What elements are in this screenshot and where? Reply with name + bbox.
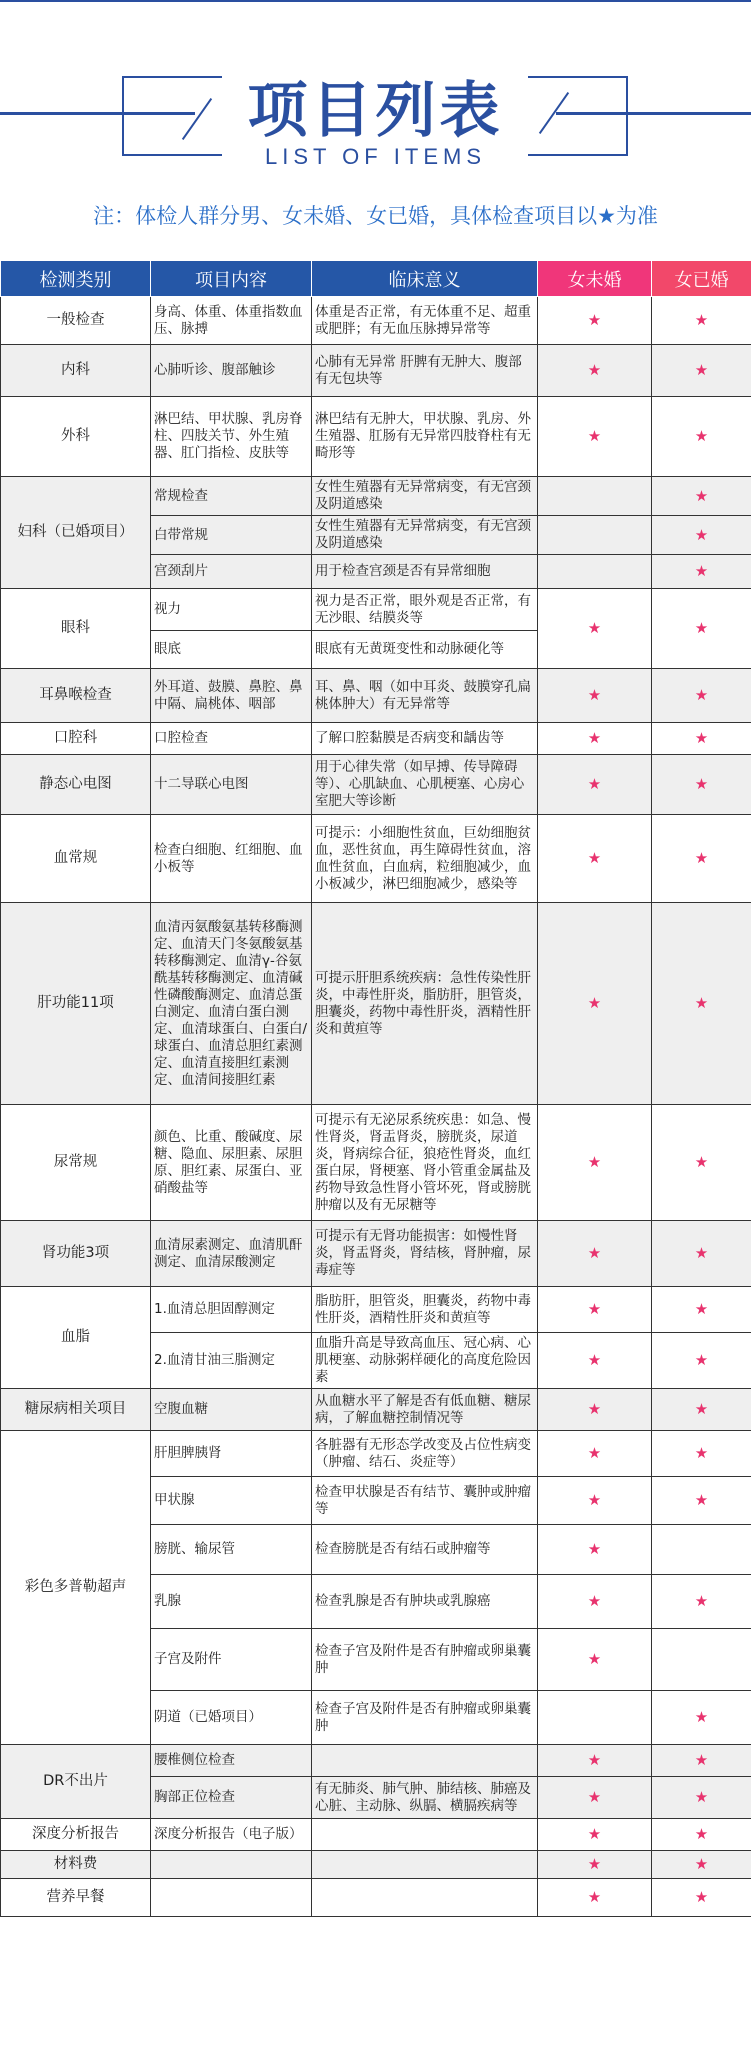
page-title: 项目列表 xyxy=(247,76,504,146)
cell-meaning xyxy=(312,1745,538,1777)
cell-item xyxy=(151,1851,312,1879)
cell-item: 血清丙氨酸氨基转移酶测定、血清天门冬氨酸氨基转移酶测定、血清γ-谷氨酰基转移酶测定、血清碱性磷酸酶测定、血清总蛋白测定、血清白蛋白测定、血清球蛋白、白蛋白/球蛋白、血清总胆红素测定、血清直接胆红素测定、血清间接胆红素 xyxy=(151,903,312,1105)
star-icon: ★ xyxy=(694,1300,709,1318)
star-icon: ★ xyxy=(587,427,602,445)
cell-meaning: 淋巴结有无肿大，甲状腺、乳房、外生殖器、肛肠有无异常四肢脊柱有无畸形等 xyxy=(312,397,538,477)
table-row xyxy=(1,1389,751,1431)
cell-item: 腰椎侧位检查 xyxy=(151,1745,312,1777)
table-row xyxy=(1,397,751,477)
col-header-unmarried: 女未婚 xyxy=(538,261,652,297)
star-icon: ★ xyxy=(587,729,602,747)
table-row xyxy=(1,1745,751,1777)
cell-category: 深度分析报告 xyxy=(1,1819,151,1851)
cell-married-mark xyxy=(652,1525,751,1575)
table-header-row xyxy=(1,261,751,297)
star-icon: ★ xyxy=(694,1444,709,1462)
cell-unmarried-mark xyxy=(538,345,652,397)
cell-item xyxy=(151,1879,312,1917)
cell-category: 血脂 xyxy=(1,1287,151,1389)
cell-unmarried-mark xyxy=(538,555,652,589)
cell-married-mark xyxy=(652,297,751,345)
cell-item: 血清尿素测定、血清肌酐测定、血清尿酸测定 xyxy=(151,1221,312,1287)
star-icon: ★ xyxy=(694,311,709,329)
cell-unmarried-mark xyxy=(538,1105,652,1221)
star-icon: ★ xyxy=(587,311,602,329)
cell-category: 外科 xyxy=(1,397,151,477)
star-icon: ★ xyxy=(694,486,709,505)
star-icon: ★ xyxy=(587,1788,602,1806)
cell-meaning: 检查膀胱是否有结石或肿瘤等 xyxy=(312,1525,538,1575)
cell-item: 常规检查 xyxy=(151,477,312,516)
star-icon: ★ xyxy=(587,849,602,867)
table-row xyxy=(1,589,751,631)
star-icon: ★ xyxy=(694,1751,709,1769)
cell-category: 糖尿病相关项目 xyxy=(1,1389,151,1431)
cell-meaning xyxy=(312,1851,538,1879)
cell-meaning xyxy=(312,1879,538,1917)
cell-item: 淋巴结、甲状腺、乳房脊柱、四肢关节、外生殖器、肛门指检、皮肤等 xyxy=(151,397,312,477)
star-icon: ★ xyxy=(694,427,709,445)
table-row xyxy=(1,477,751,516)
cell-unmarried-mark xyxy=(538,1575,652,1629)
cell-meaning: 视力是否正常，眼外观是否正常，有无沙眼、结膜炎等 xyxy=(312,589,538,631)
star-icon: ★ xyxy=(694,1855,709,1873)
cell-unmarried-mark xyxy=(538,1477,652,1525)
cell-meaning xyxy=(312,1819,538,1851)
cell-meaning: 女性生殖器有无异常病变，有无宫颈及阴道感染 xyxy=(312,516,538,555)
cell-unmarried-mark xyxy=(538,1691,652,1745)
star-icon: ★ xyxy=(587,1153,602,1171)
cell-unmarried-mark xyxy=(538,477,652,516)
cell-married-mark xyxy=(652,1819,751,1851)
cell-item: 乳腺 xyxy=(151,1575,312,1629)
cell-unmarried-mark xyxy=(538,1851,652,1879)
star-icon: ★ xyxy=(694,1825,709,1843)
cell-item: 心肺听诊、腹部触诊 xyxy=(151,345,312,397)
table-row xyxy=(1,1879,751,1917)
cell-item: 1.血清总胆固醇测定 xyxy=(151,1287,312,1333)
cell-married-mark xyxy=(652,1851,751,1879)
cell-married-mark xyxy=(652,1629,751,1691)
star-icon: ★ xyxy=(587,1592,602,1610)
cell-item: 外耳道、鼓膜、鼻腔、鼻中隔、扁桃体、咽部 xyxy=(151,669,312,723)
cell-unmarried-mark xyxy=(538,1777,652,1819)
cell-unmarried-mark xyxy=(538,669,652,723)
cell-unmarried-mark xyxy=(538,1287,652,1333)
cell-married-mark xyxy=(652,1221,751,1287)
cell-married-mark xyxy=(652,815,751,903)
table-row xyxy=(1,297,751,345)
star-icon: ★ xyxy=(587,1444,602,1462)
table-row xyxy=(1,723,751,755)
table-row xyxy=(1,1819,751,1851)
cell-married-mark xyxy=(652,755,751,815)
cell-married-mark xyxy=(652,1575,751,1629)
cell-married-mark xyxy=(652,903,751,1105)
cell-meaning: 从血糖水平了解是否有低血糖、糖尿病，了解血糖控制情况等 xyxy=(312,1389,538,1431)
cell-item: 膀胱、输尿管 xyxy=(151,1525,312,1575)
cell-married-mark xyxy=(652,1745,751,1777)
cell-item: 口腔检查 xyxy=(151,723,312,755)
star-icon: ★ xyxy=(587,1825,602,1843)
cell-meaning: 了解口腔黏膜是否病变和龋齿等 xyxy=(312,723,538,755)
star-icon: ★ xyxy=(587,619,602,637)
table-row xyxy=(1,345,751,397)
cell-category: 一般检查 xyxy=(1,297,151,345)
note-text: 注：体检人群分男、女未婚、女已婚，具体检查项目以★为准 xyxy=(93,204,658,228)
cell-unmarried-mark xyxy=(538,723,652,755)
cell-item: 2.血清甘油三脂测定 xyxy=(151,1333,312,1389)
cell-meaning: 检查子宫及附件是否有肿瘤或卵巢囊肿 xyxy=(312,1629,538,1691)
cell-meaning: 可提示：小细胞性贫血，巨幼细胞贫血，恶性贫血，再生障碍性贫血，溶血性贫血，白血病，粒细胞减少，血小板减少，淋巴细胞减少，感染等 xyxy=(312,815,538,903)
star-icon: ★ xyxy=(587,686,602,704)
cell-unmarried-mark xyxy=(538,1819,652,1851)
cell-married-mark xyxy=(652,1691,751,1745)
cell-meaning: 可提示肝胆系统疾病：急性传染性肝炎，中毒性肝炎，脂肪肝，胆管炎，胆囊炎，药物中毒性肝炎，酒精性肝炎和黄疸等 xyxy=(312,903,538,1105)
cell-meaning: 女性生殖器有无异常病变，有无宫颈及阴道感染 xyxy=(312,477,538,516)
cell-category: 眼科 xyxy=(1,589,151,669)
cell-meaning: 用于检查宫颈是否有异常细胞 xyxy=(312,555,538,589)
star-icon: ★ xyxy=(587,1650,602,1668)
star-icon: ★ xyxy=(587,1751,602,1769)
star-icon: ★ xyxy=(694,1491,709,1509)
cell-married-mark xyxy=(652,1333,751,1389)
cell-meaning: 心肺有无异常 肝脾有无肿大、腹部有无包块等 xyxy=(312,345,538,397)
table-row xyxy=(1,1287,751,1333)
cell-unmarried-mark xyxy=(538,1629,652,1691)
table-row xyxy=(1,1851,751,1879)
table-row xyxy=(1,1105,751,1221)
page-header xyxy=(0,70,751,170)
cell-category: 肝功能11项 xyxy=(1,903,151,1105)
cell-married-mark xyxy=(652,1389,751,1431)
star-icon: ★ xyxy=(587,1300,602,1318)
star-icon: ★ xyxy=(694,1788,709,1806)
star-icon: ★ xyxy=(694,1351,709,1369)
star-icon: ★ xyxy=(587,1855,602,1873)
cell-married-mark xyxy=(652,1287,751,1333)
cell-unmarried-mark xyxy=(538,1525,652,1575)
cell-meaning: 各脏器有无形态学改变及占位性病变（肿瘤、结石、炎症等） xyxy=(312,1431,538,1477)
star-icon: ★ xyxy=(694,1888,709,1906)
star-icon: ★ xyxy=(587,1540,602,1558)
star-icon: ★ xyxy=(694,525,709,544)
star-icon: ★ xyxy=(587,775,602,793)
cell-unmarried-mark xyxy=(538,1221,652,1287)
star-icon: ★ xyxy=(694,1400,709,1418)
cell-item: 胸部正位检查 xyxy=(151,1777,312,1819)
cell-item: 空腹血糖 xyxy=(151,1389,312,1431)
cell-category: 尿常规 xyxy=(1,1105,151,1221)
cell-category: 肾功能3项 xyxy=(1,1221,151,1287)
cell-meaning: 脂肪肝，胆管炎，胆囊炎，药物中毒性肝炎，酒精性肝炎和黄疸等 xyxy=(312,1287,538,1333)
cell-item: 肝胆脾胰肾 xyxy=(151,1431,312,1477)
cell-married-mark xyxy=(652,1777,751,1819)
cell-category: 血常规 xyxy=(1,815,151,903)
cell-married-mark xyxy=(652,345,751,397)
col-header-item: 项目内容 xyxy=(151,261,312,297)
cell-meaning: 可提示有无泌尿系统疾患：如急、慢性肾炎，肾盂肾炎，膀胱炎，尿道炎，肾病综合征，狼疮性肾炎，血红蛋白尿，肾梗塞、肾小管重金属盐及药物导致急性肾小管坏死，肾或膀胱肿瘤以及有无尿糖等 xyxy=(312,1105,538,1221)
table-row xyxy=(1,1431,751,1477)
cell-meaning: 眼底有无黄斑变性和动脉硬化等 xyxy=(312,631,538,669)
table-body xyxy=(1,297,751,1917)
cell-unmarried-mark xyxy=(538,589,652,669)
cell-unmarried-mark xyxy=(538,297,652,345)
cell-unmarried-mark xyxy=(538,903,652,1105)
star-icon: ★ xyxy=(694,1153,709,1171)
cell-unmarried-mark xyxy=(538,1333,652,1389)
cell-item: 子宫及附件 xyxy=(151,1629,312,1691)
col-header-category: 检测类别 xyxy=(1,261,151,297)
cell-married-mark xyxy=(652,1105,751,1221)
cell-unmarried-mark xyxy=(538,516,652,555)
table-row xyxy=(1,755,751,815)
cell-unmarried-mark xyxy=(538,815,652,903)
cell-meaning: 检查甲状腺是否有结节、囊肿或肿瘤等 xyxy=(312,1477,538,1525)
cell-married-mark xyxy=(652,477,751,516)
star-icon: ★ xyxy=(587,1244,602,1262)
cell-item: 身高、体重、体重指数血压、脉搏 xyxy=(151,297,312,345)
cell-category: 营养早餐 xyxy=(1,1879,151,1917)
star-icon: ★ xyxy=(694,361,709,379)
table-row xyxy=(1,903,751,1105)
col-header-married: 女已婚 xyxy=(652,261,751,297)
star-icon: ★ xyxy=(694,562,709,580)
star-icon: ★ xyxy=(694,686,709,704)
cell-meaning: 可提示有无肾功能损害：如慢性肾炎，肾盂肾炎，肾结核，肾肿瘤，尿毒症等 xyxy=(312,1221,538,1287)
star-icon: ★ xyxy=(694,729,709,747)
star-icon: ★ xyxy=(694,849,709,867)
cell-category: 静态心电图 xyxy=(1,755,151,815)
cell-category: 妇科（已婚项目） xyxy=(1,477,151,589)
cell-unmarried-mark xyxy=(538,1389,652,1431)
cell-item: 颜色、比重、酸碱度、尿糖、隐血、尿胆素、尿胆原、胆红素、尿蛋白、亚硝酸盐等 xyxy=(151,1105,312,1221)
cell-category: DR不出片 xyxy=(1,1745,151,1819)
cell-meaning: 耳、鼻、咽（如中耳炎、鼓膜穿孔扁桃体肿大）有无异常等 xyxy=(312,669,538,723)
cell-meaning: 有无肺炎、肺气肿、肺结核、肺癌及心脏、主动脉、纵膈、横膈疾病等 xyxy=(312,1777,538,1819)
table-row xyxy=(1,1221,751,1287)
cell-meaning: 检查乳腺是否有肿块或乳腺癌 xyxy=(312,1575,538,1629)
cell-category: 内科 xyxy=(1,345,151,397)
star-icon: ★ xyxy=(694,1592,709,1610)
star-icon: ★ xyxy=(694,994,709,1012)
cell-item: 视力 xyxy=(151,589,312,631)
cell-item: 检查白细胞、红细胞、血小板等 xyxy=(151,815,312,903)
cell-item: 白带常规 xyxy=(151,516,312,555)
cell-unmarried-mark xyxy=(538,397,652,477)
cell-item: 甲状腺 xyxy=(151,1477,312,1525)
star-icon: ★ xyxy=(587,1351,602,1369)
star-icon: ★ xyxy=(587,994,602,1012)
page-subtitle: LIST OF ITEMS xyxy=(264,144,487,169)
cell-married-mark xyxy=(652,516,751,555)
cell-category: 材料费 xyxy=(1,1851,151,1879)
cell-unmarried-mark xyxy=(538,1745,652,1777)
cell-item: 十二导联心电图 xyxy=(151,755,312,815)
top-border-line xyxy=(0,0,751,2)
cell-married-mark xyxy=(652,669,751,723)
cell-category: 耳鼻喉检查 xyxy=(1,669,151,723)
cell-meaning: 检查子宫及附件是否有肿瘤或卵巢囊肿 xyxy=(312,1691,538,1745)
cell-married-mark xyxy=(652,1431,751,1477)
star-icon: ★ xyxy=(587,1400,602,1418)
cell-married-mark xyxy=(652,555,751,589)
cell-married-mark xyxy=(652,397,751,477)
cell-unmarried-mark xyxy=(538,755,652,815)
star-icon: ★ xyxy=(587,1888,602,1906)
col-header-meaning: 临床意义 xyxy=(312,261,538,297)
cell-item: 宫颈刮片 xyxy=(151,555,312,589)
cell-married-mark xyxy=(652,1879,751,1917)
cell-meaning: 体重是否正常，有无体重不足、超重或肥胖；有无血压脉搏异常等 xyxy=(312,297,538,345)
cell-item: 眼底 xyxy=(151,631,312,669)
cell-item: 阴道（已婚项目） xyxy=(151,1691,312,1745)
star-icon: ★ xyxy=(694,1244,709,1262)
cell-unmarried-mark xyxy=(538,1431,652,1477)
cell-category: 口腔科 xyxy=(1,723,151,755)
star-icon: ★ xyxy=(694,1708,709,1726)
cell-married-mark xyxy=(652,723,751,755)
cell-unmarried-mark xyxy=(538,1879,652,1917)
cell-category: 彩色多普勒超声 xyxy=(1,1431,151,1745)
cell-meaning: 用于心律失常（如早搏、传导障碍等）、心肌缺血、心肌梗塞、心房心室肥大等诊断 xyxy=(312,755,538,815)
cell-married-mark xyxy=(652,1477,751,1525)
star-icon: ★ xyxy=(694,619,709,637)
cell-married-mark xyxy=(652,589,751,669)
table-row xyxy=(1,669,751,723)
cell-item: 深度分析报告（电子版） xyxy=(151,1819,312,1851)
table-row xyxy=(1,815,751,903)
items-table xyxy=(0,260,751,1917)
star-icon: ★ xyxy=(694,775,709,793)
cell-meaning: 血脂升高是导致高血压、冠心病、心肌梗塞、动脉粥样硬化的高度危险因素 xyxy=(312,1333,538,1389)
star-icon: ★ xyxy=(587,361,602,379)
star-icon: ★ xyxy=(587,1491,602,1509)
